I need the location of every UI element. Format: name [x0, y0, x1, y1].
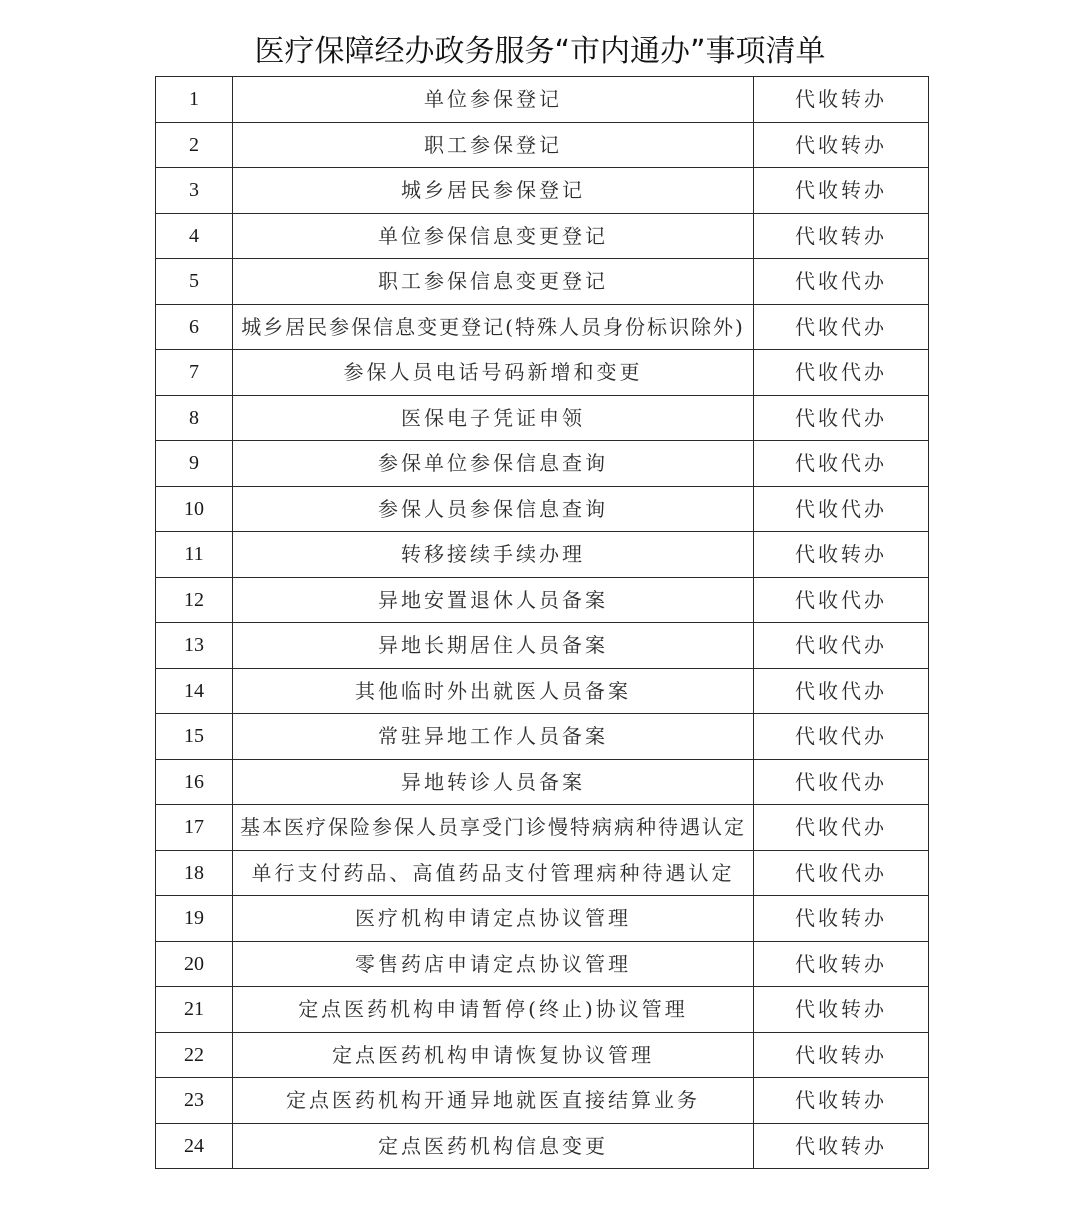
table-row [156, 441, 929, 487]
services-table [155, 76, 929, 1169]
row-number: 2 [156, 122, 233, 168]
service-item: 定点医药机构开通异地就医直接结算业务 [233, 1078, 754, 1124]
handling-mode: 代收转办 [754, 1123, 929, 1169]
handling-mode: 代收转办 [754, 1078, 929, 1124]
handling-mode: 代收转办 [754, 1032, 929, 1078]
handling-mode: 代收代办 [754, 304, 929, 350]
service-item: 参保人员电话号码新增和变更 [233, 350, 754, 396]
service-item: 城乡居民参保信息变更登记(特殊人员身份标识除外) [233, 304, 754, 350]
row-number: 15 [156, 714, 233, 760]
row-number: 16 [156, 759, 233, 805]
row-number: 19 [156, 896, 233, 942]
table-row [156, 850, 929, 896]
handling-mode: 代收转办 [754, 896, 929, 942]
row-number: 6 [156, 304, 233, 350]
service-item: 常驻异地工作人员备案 [233, 714, 754, 760]
service-item: 异地转诊人员备案 [233, 759, 754, 805]
table-row [156, 759, 929, 805]
handling-mode: 代收代办 [754, 441, 929, 487]
row-number: 24 [156, 1123, 233, 1169]
row-number: 13 [156, 623, 233, 669]
handling-mode: 代收代办 [754, 486, 929, 532]
handling-mode: 代收代办 [754, 259, 929, 305]
table-row [156, 532, 929, 578]
service-item: 参保人员参保信息查询 [233, 486, 754, 532]
row-number: 3 [156, 168, 233, 214]
service-item: 转移接续手续办理 [233, 532, 754, 578]
handling-mode: 代收转办 [754, 532, 929, 578]
row-number: 20 [156, 941, 233, 987]
row-number: 14 [156, 668, 233, 714]
handling-mode: 代收转办 [754, 77, 929, 123]
service-item: 异地长期居住人员备案 [233, 623, 754, 669]
row-number: 12 [156, 577, 233, 623]
handling-mode: 代收代办 [754, 850, 929, 896]
handling-mode: 代收转办 [754, 213, 929, 259]
row-number: 11 [156, 532, 233, 578]
row-number: 10 [156, 486, 233, 532]
service-item: 参保单位参保信息查询 [233, 441, 754, 487]
table-row [156, 1078, 929, 1124]
handling-mode: 代收代办 [754, 623, 929, 669]
row-number: 23 [156, 1078, 233, 1124]
row-number: 9 [156, 441, 233, 487]
service-item: 职工参保信息变更登记 [233, 259, 754, 305]
table-row [156, 122, 929, 168]
document-title: 医疗保障经办政务服务“市内通办”事项清单 [254, 34, 826, 69]
handling-mode: 代收转办 [754, 168, 929, 214]
table-row [156, 668, 929, 714]
handling-mode: 代收代办 [754, 714, 929, 760]
service-item: 其他临时外出就医人员备案 [233, 668, 754, 714]
handling-mode: 代收代办 [754, 805, 929, 851]
row-number: 4 [156, 213, 233, 259]
service-item: 城乡居民参保登记 [233, 168, 754, 214]
table-row [156, 1032, 929, 1078]
table-row [156, 623, 929, 669]
service-item: 定点医药机构申请恢复协议管理 [233, 1032, 754, 1078]
table-row [156, 1123, 929, 1169]
handling-mode: 代收代办 [754, 577, 929, 623]
table-row [156, 805, 929, 851]
handling-mode: 代收代办 [754, 395, 929, 441]
service-item: 单行支付药品、高值药品支付管理病种待遇认定 [233, 850, 754, 896]
table-row [156, 486, 929, 532]
table-row [156, 213, 929, 259]
handling-mode: 代收代办 [754, 668, 929, 714]
table-row [156, 350, 929, 396]
handling-mode: 代收代办 [754, 759, 929, 805]
row-number: 1 [156, 77, 233, 123]
service-item: 异地安置退休人员备案 [233, 577, 754, 623]
table-row [156, 304, 929, 350]
service-item: 基本医疗保险参保人员享受门诊慢特病病种待遇认定 [233, 805, 754, 851]
table-row [156, 941, 929, 987]
handling-mode: 代收代办 [754, 350, 929, 396]
table-row [156, 395, 929, 441]
table-row [156, 77, 929, 123]
service-item: 医保电子凭证申领 [233, 395, 754, 441]
service-item: 医疗机构申请定点协议管理 [233, 896, 754, 942]
service-item: 职工参保登记 [233, 122, 754, 168]
row-number: 5 [156, 259, 233, 305]
table-row [156, 987, 929, 1033]
table-row [156, 577, 929, 623]
service-item: 单位参保登记 [233, 77, 754, 123]
handling-mode: 代收转办 [754, 941, 929, 987]
row-number: 21 [156, 987, 233, 1033]
table-row [156, 896, 929, 942]
table-row [156, 168, 929, 214]
row-number: 22 [156, 1032, 233, 1078]
row-number: 17 [156, 805, 233, 851]
row-number: 18 [156, 850, 233, 896]
handling-mode: 代收转办 [754, 122, 929, 168]
service-item: 单位参保信息变更登记 [233, 213, 754, 259]
table-row [156, 714, 929, 760]
service-item: 定点医药机构信息变更 [233, 1123, 754, 1169]
table-row [156, 259, 929, 305]
handling-mode: 代收转办 [754, 987, 929, 1033]
service-item: 零售药店申请定点协议管理 [233, 941, 754, 987]
row-number: 8 [156, 395, 233, 441]
row-number: 7 [156, 350, 233, 396]
service-item: 定点医药机构申请暂停(终止)协议管理 [233, 987, 754, 1033]
